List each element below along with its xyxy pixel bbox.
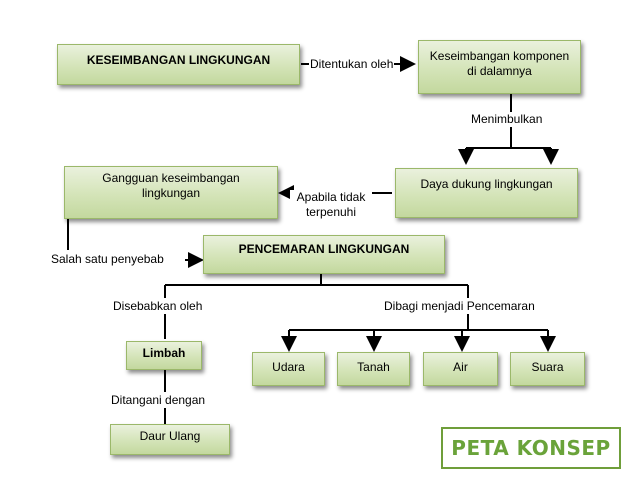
node-label: Air — [453, 360, 468, 374]
node-pencemaran — [203, 235, 445, 274]
node-label: Suara — [531, 360, 564, 374]
node-label: KESEIMBANGAN LINGKUNGAN — [86, 53, 271, 67]
node-udara — [252, 352, 325, 386]
edge-label-menimbulkan: Menimbulkan — [471, 112, 543, 126]
node-label: Daya dukung lingkungan — [420, 177, 553, 191]
node-gangguan — [64, 166, 278, 219]
node-suara — [510, 352, 585, 386]
node-label: Udara — [272, 360, 305, 374]
edge-label-disebabkan: Disebabkan oleh — [113, 299, 203, 313]
node-air — [423, 352, 498, 386]
node-label: Tanah — [357, 360, 390, 374]
node-label: Limbah — [142, 346, 186, 360]
node-label: Daur Ulang — [139, 429, 201, 443]
node-keseimbangan-komponen — [418, 40, 581, 94]
node-limbah — [126, 341, 202, 370]
node-keseimbangan-lingkungan — [57, 44, 300, 85]
edge-label-penyebab: Salah satu penyebab — [51, 252, 164, 266]
node-daur-ulang — [110, 424, 230, 455]
node-daya-dukung — [395, 168, 578, 218]
node-label: PENCEMARAN LINGKUNGAN — [238, 242, 410, 256]
edge-label-dibagi: Dibagi menjadi Pencemaran — [384, 299, 535, 313]
peta-konsep-badge: PETA KONSEP — [441, 427, 621, 469]
node-label: Gangguan keseimbangan lingkungan — [102, 171, 240, 200]
edge-label-apabila: Apabila tidak terpenuhi — [290, 190, 372, 220]
edge-label-ditangani: Ditangani dengan — [111, 393, 206, 407]
edge-label-ditentukan: Ditentukan oleh — [310, 57, 394, 71]
node-label: Keseimbangan komponen di dalamnya — [429, 49, 570, 78]
node-tanah — [337, 352, 410, 386]
